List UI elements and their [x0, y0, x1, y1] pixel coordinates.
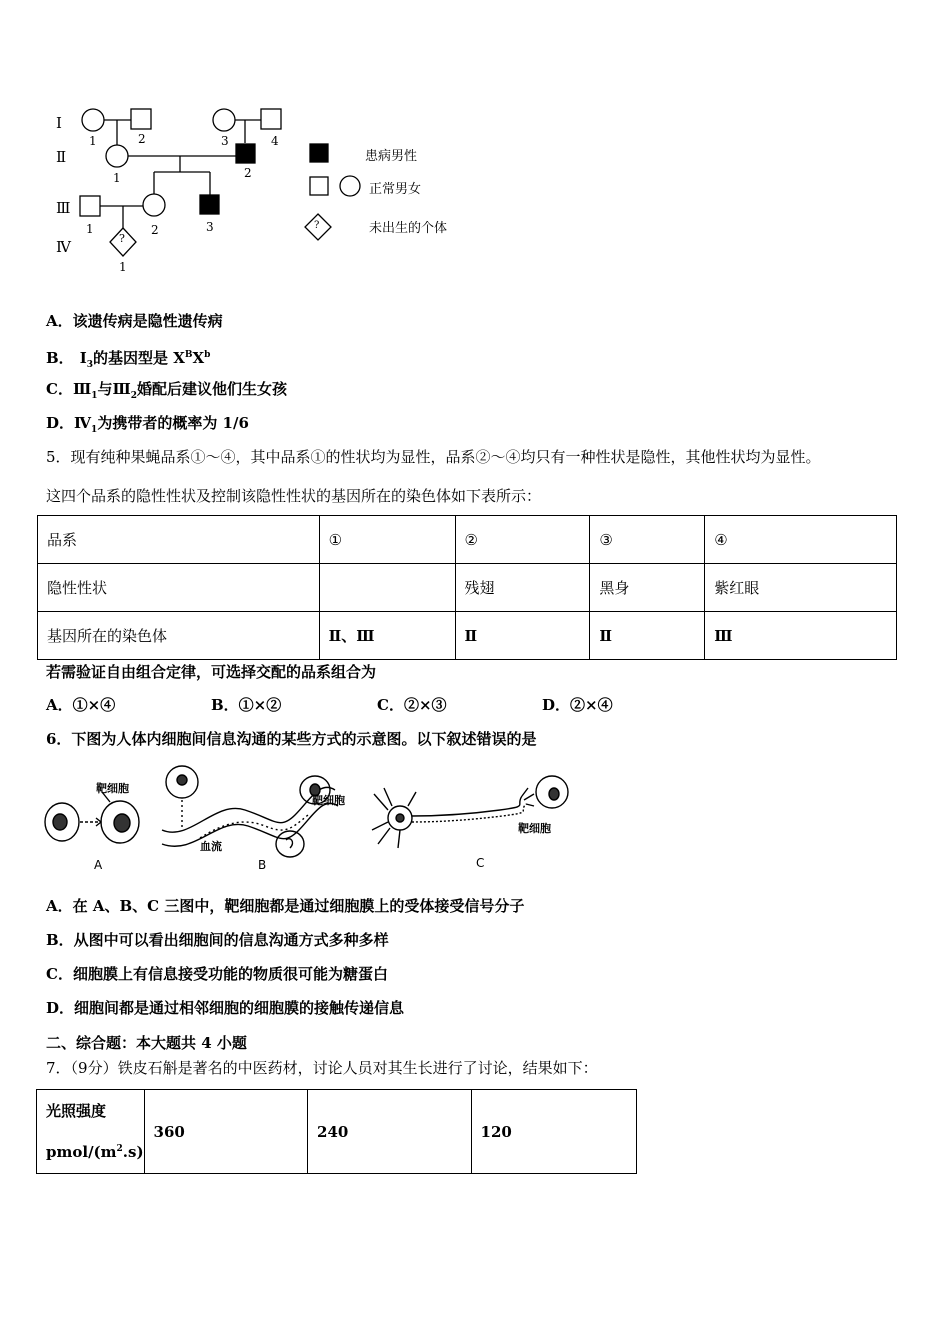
q6-option-c: C．细胞膜上有信息接受功能的物质很可能为糖蛋白: [46, 965, 388, 983]
table-cell: [319, 564, 455, 612]
table-cell: Ⅲ: [705, 612, 897, 660]
fig-c-label: C: [476, 856, 485, 870]
q5-option-b: B．①×②: [211, 696, 282, 714]
q5-option-d: D．②×④: [542, 696, 613, 714]
fig-a-label: A: [94, 858, 103, 872]
q4-option-d: D．$Ⅳ_1$为携带者的概率为 1/6: [46, 414, 249, 435]
table-row: [38, 516, 897, 564]
legend-affected-male-label: 患病男性: [365, 149, 418, 164]
legend-unborn-question-mark: ?: [314, 220, 320, 231]
fig-c-target-cell-label: 靶细胞: [518, 822, 551, 835]
table-cell: 残翅: [455, 564, 590, 612]
legend-affected-male-symbol: [310, 144, 328, 162]
member-number: 1: [86, 222, 94, 236]
pedigree-III3-affected-male: [200, 195, 219, 214]
table-cell: 紫红眼: [705, 564, 897, 612]
table-cell: ③: [590, 516, 705, 564]
q4-option-b: B． $Ⅰ_3$的基因型是 $X^BX^b$: [46, 349, 211, 370]
table-row: [38, 612, 897, 660]
pedigree-III1-male: [80, 196, 100, 216]
table-cell: 240: [308, 1090, 471, 1174]
table-cell: 120: [471, 1090, 636, 1174]
q5-option-a: A．①×④: [46, 696, 116, 714]
table-cell: 黑身: [590, 564, 705, 612]
member-number: 2: [244, 166, 252, 180]
table-cell: Ⅱ: [455, 612, 590, 660]
table-row: [38, 564, 897, 612]
pedigree-I1-female: [82, 109, 104, 131]
fig-b-label: B: [258, 858, 267, 872]
table-cell: 360: [144, 1090, 307, 1174]
q6-stem: 6．下图为人体内细胞间信息沟通的某些方式的示意图。以下叙述错误的是: [46, 730, 537, 748]
light-intensity-header: 光照强度 pmol/$(m^2.s)$: [37, 1090, 145, 1174]
table-cell: 品系: [38, 516, 320, 564]
member-number: 4: [271, 134, 279, 148]
q4-option-a: A．该遗传病是隐性遗传病: [46, 312, 223, 330]
table-row: [37, 1090, 637, 1174]
generation-label: Ⅳ: [56, 238, 71, 256]
table-cell: Ⅱ: [590, 612, 705, 660]
q6-option-d: D．细胞间都是通过相邻细胞的细胞膜的接触传递信息: [46, 999, 405, 1017]
q5-question: 若需验证自由组合定律，可选择交配的品系组合为: [46, 663, 377, 681]
q5-stem-line1: 5．现有纯种果蝇品系①～④，其中品系①的性状均为显性，品系②～④均只有一种性状是隐性，其他性状均为显性。: [46, 448, 821, 466]
generation-label: Ⅲ: [56, 199, 71, 217]
table-cell: ①: [319, 516, 455, 564]
legend-unborn-label: 未出生的个体: [369, 221, 448, 236]
legend-normal-female-symbol: [340, 176, 360, 196]
fig-a-target-cell-label: 靶细胞: [96, 782, 129, 795]
q7-light-table: [36, 1089, 637, 1174]
table-cell: Ⅱ、Ⅲ: [319, 612, 455, 660]
q5-option-c: C．②×③: [377, 696, 447, 714]
q6-option-a: A．在 A、B、C 三图中，靶细胞都是通过细胞膜上的受体接受信号分子: [46, 897, 525, 915]
member-number: 2: [151, 223, 159, 237]
pedigree-I4-male: [261, 109, 281, 129]
cell-communication-diagram: [40, 760, 580, 880]
pedigree-II1-female: [106, 145, 128, 167]
pedigree-figure: [0, 95, 480, 285]
section-heading: 二、综合题：本大题共 4 小题: [46, 1034, 247, 1052]
unborn-question-mark: ?: [119, 232, 125, 245]
table-cell: 基因所在的染色体: [38, 612, 320, 660]
cell-communication-figure: [40, 760, 580, 880]
q6-option-b: B．从图中可以看出细胞间的信息沟通方式多种多样: [46, 931, 389, 949]
member-number: 1: [113, 171, 121, 185]
member-number: 3: [206, 220, 214, 234]
fig-b-blood-label: 血流: [200, 840, 222, 853]
member-number: 1: [119, 260, 127, 274]
table-cell: ④: [705, 516, 897, 564]
q4-option-c: C．$Ⅲ_1$与$Ⅲ_2$婚配后建议他们生女孩: [46, 380, 288, 401]
pedigree-III2-female: [143, 194, 165, 216]
fig-b-target-cell-label: 靶细胞: [312, 794, 345, 807]
pedigree-I3-female: [213, 109, 235, 131]
generation-label: Ⅱ: [56, 148, 67, 166]
generation-label: Ⅰ: [56, 114, 62, 132]
legend-normal-male-symbol: [310, 177, 328, 195]
member-number: 3: [221, 134, 229, 148]
q5-strain-table: [37, 515, 897, 660]
member-number: 2: [138, 132, 146, 146]
table-cell: ②: [455, 516, 590, 564]
member-number: 1: [89, 134, 97, 148]
q5-stem-line2: 这四个品系的隐性性状及控制该隐性性状的基因所在的染色体如下表所示：: [46, 487, 542, 505]
q7-stem: 7．（9分）铁皮石斛是著名的中医药材，讨论人员对其生长进行了讨论，结果如下：: [46, 1059, 598, 1077]
pedigree-II2-affected-male: [236, 144, 255, 163]
pedigree-I2-male: [131, 109, 151, 129]
legend-normal-label: 正常男女: [369, 182, 422, 197]
table-cell: 隐性性状: [38, 564, 320, 612]
